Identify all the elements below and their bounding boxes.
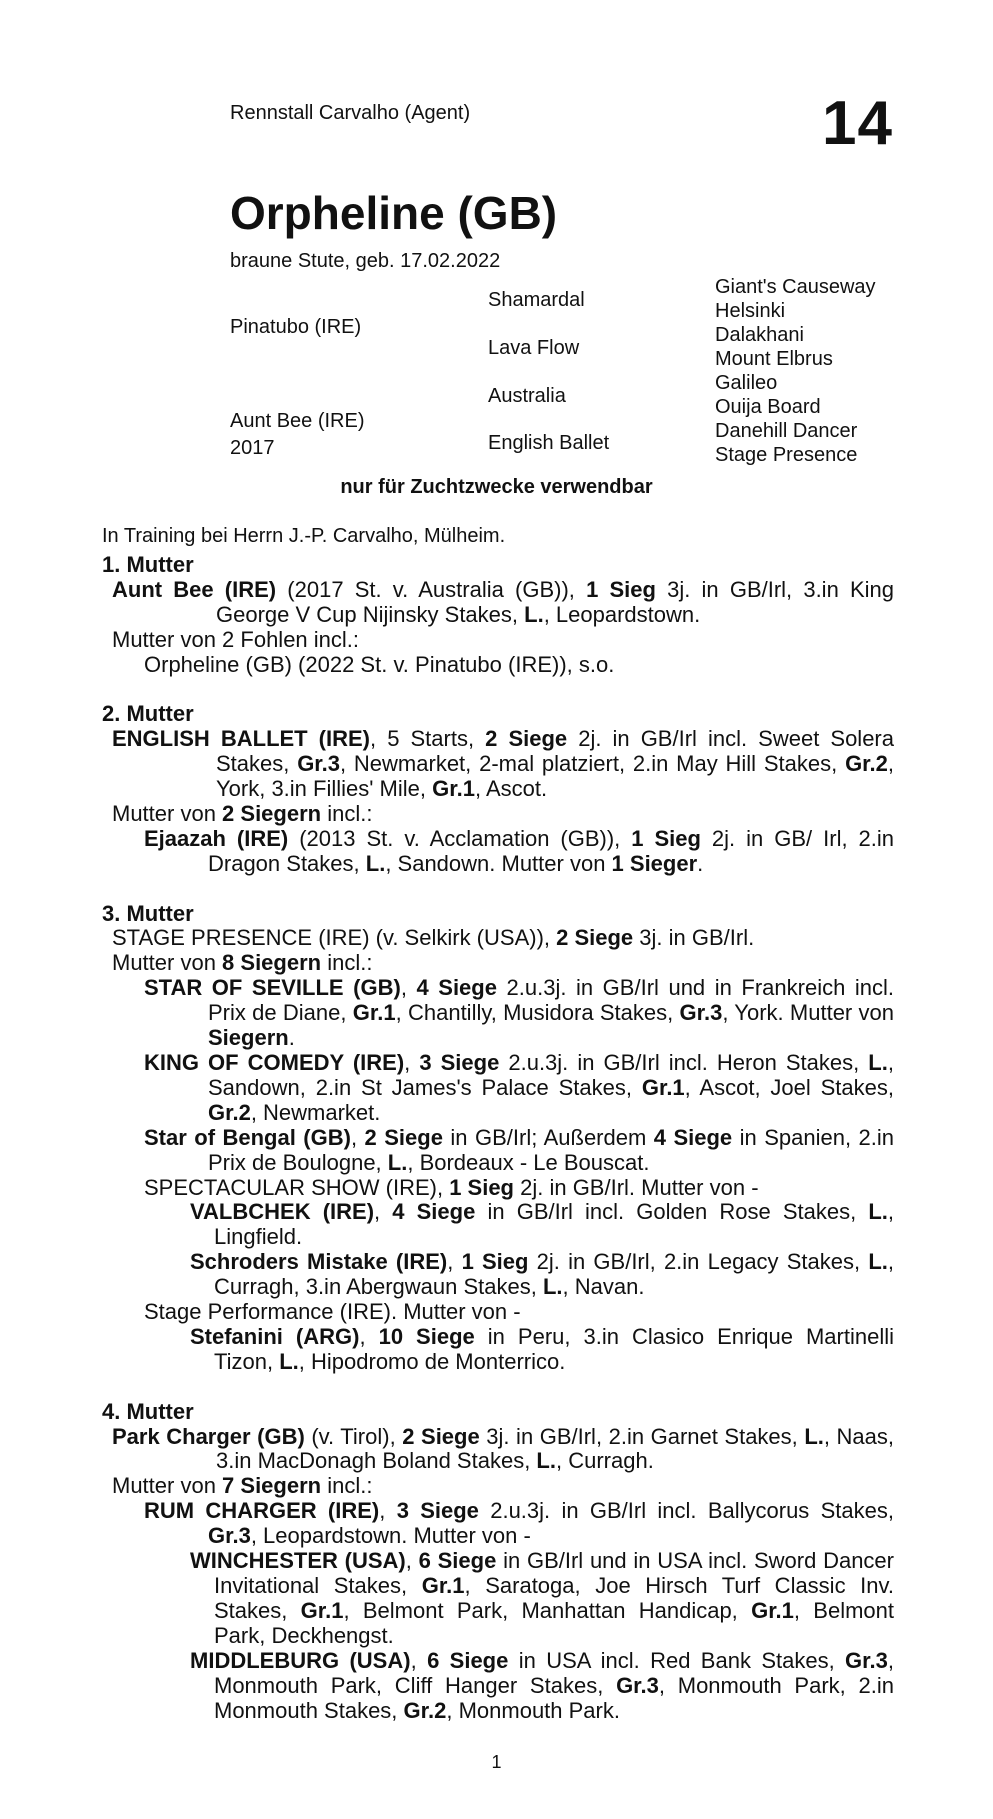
entry-text: Mutter von (112, 950, 223, 976)
pedigree-dam-year: 2017 (230, 437, 275, 459)
entry-text: , (410, 1647, 428, 1673)
entry-text: , Monmouth Park. (446, 1697, 620, 1723)
entry-text: . (288, 1025, 295, 1051)
entry-highlight: L. (279, 1348, 299, 1374)
entry-highlight: 4 Siege (392, 1199, 476, 1225)
entry-highlight: 2 Siegern (222, 800, 322, 826)
entry-text: , (374, 1199, 393, 1225)
entry-text: , (350, 1124, 365, 1150)
entry-text: incl.: (321, 950, 373, 976)
entry-highlight: 4 Siege (653, 1124, 733, 1150)
entry-text: , Hipodromo de Monterrico. (298, 1348, 566, 1374)
pedigree-sire: Pinatubo (IRE) (230, 316, 362, 338)
entry-highlight: 6 Siege (418, 1548, 497, 1574)
pedigree-great-grandparent: Danehill Dancer (715, 420, 858, 442)
pedigree-entry (112, 1425, 894, 1475)
entry-text: , Leopardstown. (543, 601, 701, 627)
entry-text: , (359, 1323, 379, 1349)
entry-highlight: L. (868, 1199, 888, 1225)
section-spacer (102, 677, 894, 702)
entry-highlight: 2 Siege (485, 726, 568, 752)
entry-text: . (697, 850, 704, 876)
entry-highlight: L. (365, 850, 386, 876)
entry-text: , Sandown, 2.in St James's Palace Stakes, (208, 1050, 894, 1100)
entry-text: , (404, 1050, 420, 1075)
entry-highlight: Gr.3 (297, 751, 340, 777)
entry-highlight: 1 Sieger (611, 850, 698, 876)
entry-highlight: 4 Siege (416, 975, 497, 1001)
entry-text: 2j. in GB/Irl. Mutter von - (514, 1174, 759, 1200)
entry-highlight: Gr.1 (641, 1074, 685, 1100)
entry-highlight: L. (868, 1050, 888, 1075)
pedigree-great-grandparent: Ouija Board (715, 396, 821, 418)
entry-highlight: L. (868, 1249, 888, 1275)
entry-highlight: 2 Siege (364, 1124, 443, 1150)
entry-highlight: Aunt Bee (IRE) (112, 576, 277, 602)
entry-highlight: MIDDLEBURG (USA) (190, 1647, 411, 1673)
entry-highlight: Gr.1 (432, 776, 475, 802)
pedigree-entry (144, 1300, 894, 1325)
entry-text: in GB/Irl; Außerdem (442, 1124, 654, 1150)
entry-highlight: Gr.3 (845, 1647, 888, 1673)
entry-text: in GB/Irl und in USA incl. Sword Dancer Invitational Stakes, (214, 1548, 894, 1599)
entry-text: 3j. in GB/Irl, 3.in King George V Cup Nijinsky Stakes, (216, 576, 895, 627)
entry-highlight: Gr.1 (751, 1597, 794, 1623)
entry-highlight: Gr.3 (208, 1523, 251, 1549)
entry-text: Stage Performance (IRE). Mutter von - (144, 1299, 521, 1325)
entry-highlight: Gr.1 (421, 1573, 465, 1599)
entry-text: , Ascot, Joel Stakes, (684, 1074, 894, 1100)
pedigree-entry (144, 827, 894, 877)
entry-text: , Belmont Park, Deckhengst. (214, 1597, 894, 1648)
section-title: 3. Mutter (102, 900, 194, 926)
pedigree-entry (112, 1474, 894, 1499)
entry-text: incl.: (321, 800, 373, 826)
pedigree-great-grandparent: Mount Elbrus (715, 348, 833, 370)
entry-text: , Monmouth Park, 2.in Monmouth Stakes, (214, 1672, 894, 1723)
entry-text: , Curragh, 3.in Abergwaun Stakes, (214, 1249, 895, 1300)
pedigree-grandparent: English Ballet (488, 432, 610, 454)
page-number: 1 (491, 1752, 502, 1772)
entry-highlight: 2 Siege (556, 925, 634, 951)
entry-text: , Saratoga, Joe Hirsch Turf Classic Inv. Stakes, (214, 1573, 894, 1623)
entry-highlight: RUM CHARGER (IRE) (144, 1498, 380, 1524)
entry-highlight: 1 Sieg (586, 576, 656, 602)
entry-highlight: 3 Siege (419, 1050, 500, 1075)
pedigree-entry (112, 578, 894, 628)
entry-text: , Naas, 3.in MacDonagh Boland Stakes, (216, 1423, 894, 1474)
pedigree-entry (144, 1051, 894, 1126)
entry-highlight: Gr.2 (208, 1099, 251, 1125)
entry-text: , (400, 975, 417, 1001)
pedigree-great-grandparent: Giant's Causeway (715, 276, 876, 298)
entry-highlight: 10 Siege (378, 1323, 475, 1349)
lot-number: 14 (822, 89, 893, 158)
entry-text: (v. Tirol), (304, 1423, 403, 1449)
entry-highlight: VALBCHEK (IRE) (190, 1199, 375, 1225)
entry-text: , Navan. (562, 1274, 645, 1300)
pedigree-grandparent: Lava Flow (488, 337, 580, 359)
pedigree-entry (112, 802, 894, 827)
entry-text: , 5 Starts, (370, 726, 486, 752)
pedigree-entry (144, 976, 894, 1051)
pedigree-entry (112, 628, 894, 653)
entry-text: , Belmont Park, Manhattan Handicap, (343, 1597, 752, 1623)
section-spacer (102, 1375, 894, 1400)
entry-highlight: Ejaazah (IRE) (144, 825, 289, 851)
entry-text: , Ascot. (474, 776, 548, 802)
pedigree-grandparent: Australia (488, 385, 566, 407)
pedigree-entry (144, 653, 894, 678)
entry-text: , Chantilly, Musidora Stakes, (395, 1000, 680, 1026)
entry-highlight: Gr.2 (403, 1697, 447, 1723)
entry-text: Mutter von 2 Fohlen incl.: (112, 626, 360, 652)
entry-text: SPECTACULAR SHOW (IRE), (144, 1174, 450, 1200)
entry-highlight: Stefanini (ARG) (190, 1323, 360, 1349)
entry-highlight: 2 Siege (402, 1423, 480, 1449)
entry-highlight: L. (542, 1274, 563, 1300)
entry-highlight: Schroders Mistake (IRE) (190, 1249, 448, 1275)
entry-text: in USA incl. Red Bank Stakes, (508, 1647, 846, 1673)
pedigree-grandparent: Shamardal (488, 289, 585, 311)
entry-highlight: L. (387, 1149, 408, 1175)
entry-text: , (447, 1249, 462, 1275)
entry-text: incl.: (321, 1473, 373, 1499)
entry-highlight: 1 Sieg (449, 1174, 514, 1200)
pedigree-entry (144, 1499, 894, 1549)
entry-highlight: Siegern (208, 1025, 289, 1051)
entry-highlight: ENGLISH BALLET (IRE) (112, 726, 371, 752)
owner-line: Rennstall Carvalho (Agent) (230, 102, 471, 124)
entry-highlight: Gr.1 (300, 1597, 344, 1623)
entry-highlight: L. (536, 1448, 556, 1474)
entry-text: , (379, 1498, 397, 1524)
entry-text: 3j. in GB/Irl, 2.in Garnet Stakes, (479, 1423, 805, 1449)
entry-text: in Spanien, 2.in Prix de Boulogne, (208, 1124, 895, 1175)
entry-highlight: KING OF COMEDY (IRE) (144, 1050, 405, 1075)
section-title: 4. Mutter (102, 1398, 194, 1424)
pedigree-entry (144, 1126, 894, 1176)
entry-highlight: 1 Sieg (631, 825, 701, 851)
entry-text: , York, 3.in Fillies' Mile, (216, 751, 894, 802)
entry-text: , Leopardstown. Mutter von - (250, 1523, 531, 1549)
entry-text: , Monmouth Park, Cliff Hanger Stakes, (214, 1647, 894, 1698)
entry-text: , (405, 1548, 419, 1574)
entry-text: 3j. in GB/Irl. (633, 925, 755, 951)
entry-text: , Sandown. Mutter von (385, 850, 612, 876)
entry-highlight: Park Charger (GB) (112, 1423, 305, 1449)
entry-highlight: 3 Siege (396, 1498, 479, 1524)
pedigree-entry (112, 951, 894, 976)
entry-text: in Peru, 3.in Clasico Enrique Martinelli Tizon, (214, 1323, 894, 1374)
entry-text: , Bordeaux - Le Bouscat. (407, 1149, 650, 1175)
entry-text: , Lingfield. (214, 1199, 895, 1250)
pedigree-entry (190, 1649, 894, 1724)
horse-description: braune Stute, geb. 17.02.2022 (230, 250, 501, 272)
section-title: 2. Mutter (102, 701, 194, 727)
catalogue-body (102, 524, 894, 1723)
entry-text: 2.u.3j. in GB/Irl incl. Ballycorus Stakes, (478, 1498, 894, 1524)
entry-highlight: L. (804, 1423, 824, 1449)
entry-highlight: Gr.3 (679, 1000, 723, 1026)
section-spacer (102, 877, 894, 902)
entry-highlight: STAR OF SEVILLE (GB) (144, 975, 401, 1001)
entry-text: 2j. in GB/ Irl, 2.in Dragon Stakes, (208, 825, 895, 876)
pedigree-entry (190, 1200, 894, 1250)
pedigree-great-grandparent: Helsinki (715, 300, 786, 322)
entry-highlight: 1 Sieg (461, 1249, 529, 1275)
entry-text: (2013 St. v. Acclamation (GB)), (288, 825, 632, 851)
pedigree-great-grandparent: Dalakhani (715, 324, 804, 346)
entry-highlight: Gr.1 (352, 1000, 396, 1026)
entry-highlight: WINCHESTER (USA) (190, 1548, 406, 1574)
entry-text: 2.u.3j. in GB/Irl incl. Heron Stakes, (499, 1050, 869, 1075)
breeding-restriction: nur für Zuchtzwecke verwendbar (340, 476, 653, 498)
entry-highlight: Gr.3 (616, 1672, 659, 1698)
entry-text: 2j. in GB/Irl, 2.in Legacy Stakes, (528, 1249, 869, 1275)
entry-text: 2.u.3j. in GB/Irl und in Frankreich incl. Prix de Diane, (208, 975, 894, 1026)
entry-text: Mutter von (112, 800, 223, 826)
entry-highlight: Gr.2 (845, 751, 888, 777)
entry-text: , Newmarket. (250, 1099, 381, 1125)
entry-highlight: 8 Siegern (222, 950, 322, 976)
pedigree-entry (144, 1176, 894, 1201)
entry-text: , York. Mutter von (722, 1000, 894, 1026)
section-title: 1. Mutter (102, 551, 194, 577)
pedigree-entry (190, 1549, 894, 1649)
dam-sections (102, 553, 894, 1724)
entry-text: 2j. in GB/Irl incl. Sweet Solera Stakes, (216, 726, 894, 777)
pedigree-great-grandparent: Galileo (715, 372, 778, 394)
pedigree-entry (112, 926, 894, 951)
entry-text: in GB/Irl incl. Golden Rose Stakes, (475, 1199, 869, 1225)
pedigree-dam: Aunt Bee (IRE) (230, 410, 365, 432)
entry-highlight: 7 Siegern (222, 1473, 322, 1499)
entry-highlight: Star of Bengal (GB) (144, 1124, 351, 1150)
horse-name: Orpheline (GB) (230, 187, 558, 239)
pedigree-entry (190, 1325, 894, 1375)
entry-text: Orpheline (GB) (2022 St. v. Pinatubo (IRE)), s.o. (144, 651, 615, 677)
entry-text: (2017 St. v. Australia (GB)), (276, 576, 587, 602)
pedigree-entry (190, 1250, 894, 1300)
pedigree-great-grandparent: Stage Presence (715, 444, 858, 466)
entry-highlight: 6 Siege (427, 1647, 509, 1673)
entry-highlight: L. (524, 601, 544, 627)
pedigree-entry (112, 727, 894, 802)
entry-text: , Newmarket, 2-mal platziert, 2.in May Hill Stakes, (340, 751, 846, 777)
entry-text: STAGE PRESENCE (IRE) (v. Selkirk (USA)), (112, 925, 557, 951)
entry-text: , Curragh. (555, 1448, 654, 1474)
training-note: In Training bei Herrn J.-P. Carvalho, Mülheim. (102, 525, 506, 547)
entry-text: Mutter von (112, 1473, 223, 1499)
